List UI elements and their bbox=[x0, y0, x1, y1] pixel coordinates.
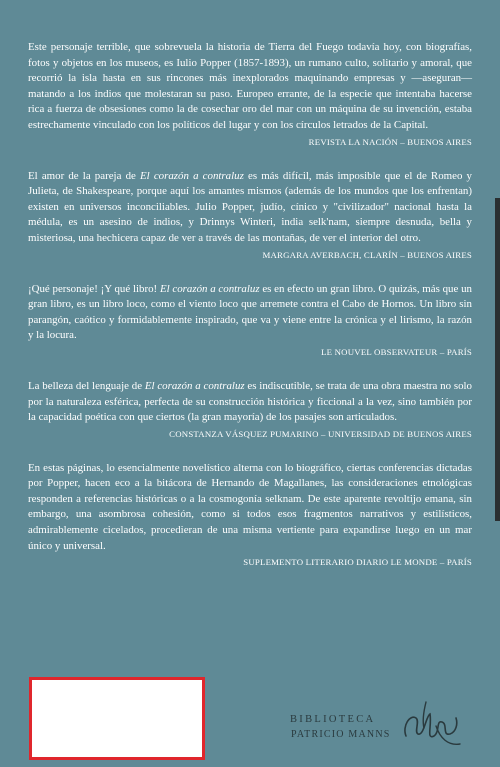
signature-icon bbox=[396, 696, 466, 752]
review-1 bbox=[28, 40, 472, 147]
review-text: ¡Qué personaje! ¡Y qué libro! El corazón a contraluz es en efecto un gran libro. O quizás, más que un gran libro, es un libro loco, como el viento loco que arremete contra el Cabo de Hornos. Un libro sin parangón, caótico y formidablemente inspirado, que va y viene entre la crónica y el lirismo, la razón y la locura. bbox=[28, 282, 472, 342]
review-text: La belleza del lenguaje de El corazón a contraluz es indiscutible, se trata de una obra maestra no solo por la naturaleza esférica, perfecta de su construcción histórica y ficcional a la vez, sino también por la capacidad poética con que ciertos (la gran mayoría) de los pasajes son articulados. bbox=[28, 379, 472, 424]
publisher-name-line2: PATRICIO MANNS bbox=[291, 729, 391, 740]
review-4 bbox=[28, 379, 472, 439]
review-text: En estas páginas, lo esencialmente novelístico alterna con lo biográfico, ciertas conferencias dictadas por Popper, hacen eco a la bitácora de Hernando de Magallanes, las consideraciones etnológicas responden a referencias históricas o a la cosmogonía selknam. De este aparente revoltijo emana, sin embargo, una asombrosa cohesión, como si todos esos fragmentos narrativos y estilísticos, admirablemente cicelados, procedieran de una misma vertiente para expandirse luego en un mar único y universal. bbox=[28, 461, 472, 552]
spine-edge bbox=[495, 198, 500, 521]
review-5 bbox=[28, 461, 472, 568]
review-3 bbox=[28, 282, 472, 357]
review-text: El amor de la pareja de El corazón a contraluz es más difícil, más imposible que el de Romeo y Julieta, de Shakespeare, porque aquí los amantes mismos (además de los mundos que los enfrentan) existen en universos inconciliables. Julio Popper, judío, cínico y "civilizador" nacional hasta la médula, es un asesino de indios, y Drinnys Winteri, india selk'nam, siempre desnuda, bella y misteriosa, una hechicera capaz de ver a través de las montañas, de ver el interior del otro. bbox=[28, 169, 472, 244]
review-source: SUPLEMENTO LITERARIO DIARIO LE MONDE – PARÍS bbox=[243, 557, 472, 568]
review-source: LE NOUVEL OBSERVATEUR – PARÍS bbox=[321, 346, 472, 357]
review-source: CONSTANZA VÁSQUEZ PUMARINO – UNIVERSIDAD DE BUENOS AIRES bbox=[169, 428, 472, 439]
review-2 bbox=[28, 169, 472, 260]
publisher-name-line1: BIBLIOTECA bbox=[290, 714, 376, 725]
review-source: MARGARA AVERBACH, CLARÍN – BUENOS AIRES bbox=[262, 249, 472, 260]
back-cover-reviews bbox=[28, 40, 472, 589]
publisher-logo bbox=[290, 714, 470, 754]
barcode-placeholder bbox=[29, 677, 205, 760]
review-source: REVISTA LA NACIÓN – BUENOS AIRES bbox=[308, 136, 472, 147]
review-text: Este personaje terrible, que sobrevuela la historia de Tierra del Fuego todavía hoy, con biografías, fotos y objetos en los museos, es Iulio Popper (1857-1893), un rumano culto, solitario y amoral, que recorrió la isla hasta en sus rincones más inexplorados maquinando empresas y —aseguran— matando a los indios que molestaran su paso. Europeo errante, de la especie que intentaba hacerse rica a fuerza de obsesiones como la de cosechar oro del mar con un máquina de su invención, estaba estrechamente vinculado con los políticos del lugar y con los círculos letrados de la Capital. bbox=[28, 41, 472, 131]
